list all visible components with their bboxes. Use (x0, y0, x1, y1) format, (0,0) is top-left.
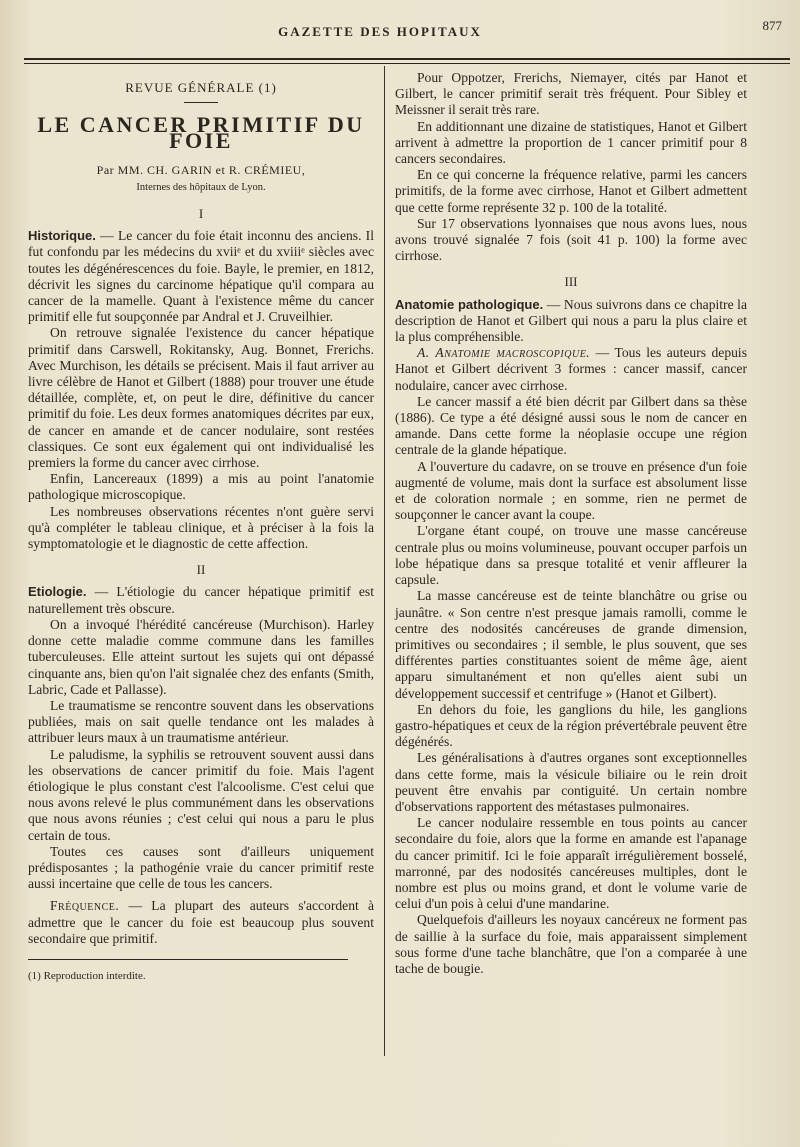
page-number: 877 (762, 18, 782, 33)
text-macroscopique: — Tous les auteurs depuis Hanot et Gilbert décrivent 3 formes : cancer massif, cancer nodulaire, cancer avec cirrhose. (395, 345, 747, 393)
paragraph-etiologie (28, 584, 374, 616)
article-authors: Par MM. CH. GARIN et R. CRÉMIEU, (96, 162, 306, 177)
paragraph-observations: Les nombreuses observations récentes n'ont guère servi qu'à compléter le tableau clinique, et à préciser à la fois la symptomatologie et le diagnostic de cette affection. (28, 503, 374, 552)
paragraph-macroscopique (395, 345, 747, 394)
paragraph-statistiques: En additionnant une dizaine de statistiques, Hanot et Gilbert arrivent à admettre la proportion de 1 cancer primitif pour 8 cancers secondaires. (395, 118, 747, 167)
paragraph-frequence-relative: En ce qui concerne la fréquence relative, parmi les cancers primitifs, de la forme avec cirrhose, Hanot et Gilbert admettent que cette forme représente 32 p. 100 de la totalité. (395, 167, 747, 215)
text-historique: — Le cancer du foie était inconnu des anciens. Il fut confondu par les médecins du xviiᵉ et du xviiiᵉ siècles avec toutes les dégénérescences du foie. Bayle, le premier, en 1812, décrivit les signes du carcinome hépatique qu'il compara au cancer de la mamelle. Quant à l'existence même du cancer primitif elle fut soupçonnée par Andral et J. Cruveilhier. (28, 228, 374, 325)
paragraph-ganglions: En dehors du foie, les ganglions du hile, les ganglions gastro-hépatiques et ceux de la région prévertébrale peuvent être dégénérés. (395, 701, 747, 750)
header-rule (24, 58, 790, 60)
heading-anatomie: Anatomie pathologique. (395, 296, 544, 312)
author-affiliation: Internes des hôpitaux de Lyon. (136, 181, 266, 193)
paragraph-traumatisme: Le traumatisme se rencontre souvent dans les observations publiées, mais on sait quelle tendance ont les malades à attribuer leurs maux à un traumatisme antérieur. (28, 697, 374, 746)
paragraph-generalisations: Les généralisations à d'autres organes sont exceptionnelles dans cette forme, mais la vésicule biliaire ou le rein droit peuvent être envahis par contiguité. Un certain nombre d'observations rapportent des métastases pulmonaires. (395, 750, 747, 814)
text-anatomie: — Nous suivrons dans ce chapitre la description de Hanot et Gilbert qui nous a paru la plus claire et la plus compréhensible. (395, 296, 747, 345)
paragraph-nodulaire: Le cancer nodulaire ressemble en tous points au cancer secondaire du foie, alors que la forme en amande est l'apanage du cancer primitif. Ici le foie apparaît irrégulièrement bosselé, marronné, par des nodosités cancéreuses multiples, dont le nombre est plus ou moins grand, et dont le volume varie de celui d'un pois à celui d'une mandarine. (395, 815, 747, 912)
heading-frequence: Fréquence. (50, 898, 120, 914)
heading-historique: Historique. (28, 228, 96, 244)
column-divider (384, 66, 385, 1056)
text-etiologie: — L'étiologie du cancer hépatique primitif est naturellement très obscure. (28, 584, 374, 616)
paragraph-massif: Le cancer massif a été bien décrit par Gilbert dans sa thèse (1886). Ce type a été désigné aussi sous le nom de cancer en amande. Dans cette forme la néoplasie occupe une région centrale de la glande hépatique. (395, 393, 747, 458)
section-number-1: I (198, 206, 204, 222)
paragraph-quelquefois: Quelquefois d'ailleurs les noyaux cancéreux ne forment pas de saillie à la surface du foie, mais apparaissent simplement sous forme d'une tache blanchâtre, que l'on a comparée à une tache de bougie. (395, 912, 747, 976)
paragraph-lancereaux: Enfin, Lancereaux (1899) a mis au point l'anatomie pathologique microscopique. (28, 471, 374, 503)
paragraph-oppotzer: Pour Oppotzer, Frerichs, Niemayer, cités par Hanot et Gilbert, le cancer primitif serait très fréquent. Pour Sibley et Meissner il serait très rare. (395, 70, 747, 118)
header-rule-thin (24, 63, 790, 64)
heading-etiologie: Etiologie. (28, 584, 87, 600)
footnote-rule (28, 959, 348, 960)
paragraph-paludisme: Le paludisme, la syphilis se retrouvent souvent aussi dans les observations de cancer primitif du foie. Mais l'agent étiologique le plus constant c'est l'alcoolisme. C'est celui que nous avons relevé le plus communément dans les observations que nous avons réunies ; c'est celui qui nous a paru le plus certain de tous. (28, 746, 374, 843)
rubric: REVUE GÉNÉRALE (1) (125, 80, 277, 95)
paragraph-organe: L'organe étant coupé, on trouve une masse cancéreuse centrale plus ou moins volumineuse, pouvant occuper parfois un lobe hépatique dans sa presque totalité et venir affleurer la capsule. (395, 523, 747, 588)
paragraph-ouverture: A l'ouverture du cadavre, on se trouve en présence d'un foie augmenté de volume, mais dont la surface est absolument lisse et de coloration normale ; en somme, rien ne permet de soupçonner le cancer avant la coupe. (395, 458, 747, 523)
paragraph-historique (28, 228, 374, 325)
rubric-rule (184, 102, 218, 103)
running-header-title: GAZETTE DES HOPITAUX (278, 24, 482, 39)
right-column (395, 70, 747, 977)
paragraph-causes: Toutes ces causes sont d'ailleurs uniquement prédisposantes ; la pathogénie vraie du cancer primitif reste aussi incertaine que celle de tous les cancers. (28, 843, 374, 892)
article-title: LE CANCER PRIMITIF DU FOIE (37, 112, 365, 154)
section-number-3: III (564, 274, 578, 290)
paragraph-lyonnaises: Sur 17 observations lyonnaises que nous avons lues, nous avons trouvé signalée 7 fois (soit 41 p. 100) la forme avec cirrhose. (395, 215, 747, 264)
text-frequence: — La plupart des auteurs s'accordent à admettre que le cancer du foie est beaucoup plus souvent secondaire que primitif. (28, 898, 374, 946)
left-column (28, 70, 374, 984)
heading-macroscopique: A. Anatomie macroscopique. (417, 345, 591, 361)
paragraph-carswell: On retrouve signalée l'existence du cancer hépatique primitif dans Carswell, Rokitansky, Aug. Bonnet, Frerichs. Avec Murchison, les détails se précisent. Mais il faut arriver au livre célèbre de Hanot et Gilbert (1888) pour trouver une étude détaillée, complète, et, on peut le dire, définitive du cancer primitif du foie. Les deux formes anatomiques décrites par eux, de cancer en amande et de cancer nodulaire, sont restées classiques. Ce sont eux également qui ont individualisé les premiers la forme du cancer avec cirrhose. (28, 325, 374, 471)
footnote: (1) Reproduction interdite. (28, 969, 146, 982)
paragraph-anatomie (395, 297, 747, 346)
paragraph-frequence (28, 898, 374, 947)
section-number-2: II (196, 562, 206, 578)
paragraph-heredite: On a invoqué l'hérédité cancéreuse (Murchison). Harley donne cette maladie comme commune dans les familles tuberculeuses. Elle atteint surtout les sujets qui ont dépassé cinquante ans, bien qu'on l'ait signalée chez des enfants (Smith, Labric, Cade et Pallasse). (28, 616, 374, 697)
paragraph-masse: La masse cancéreuse est de teinte blanchâtre ou grise ou jaunâtre. « Son centre n'est presque jamais ramolli, comme le centre des nodosités cancéreuses de grande dimension, primitives ou secondaires ; il semble, le plus souvent, que ses différentes parties constituantes soient de même âge, aient apparu simultanément et non qu'elles aient subi un développement successif et centrifuge » (Hanot et Gilbert). (395, 588, 747, 701)
